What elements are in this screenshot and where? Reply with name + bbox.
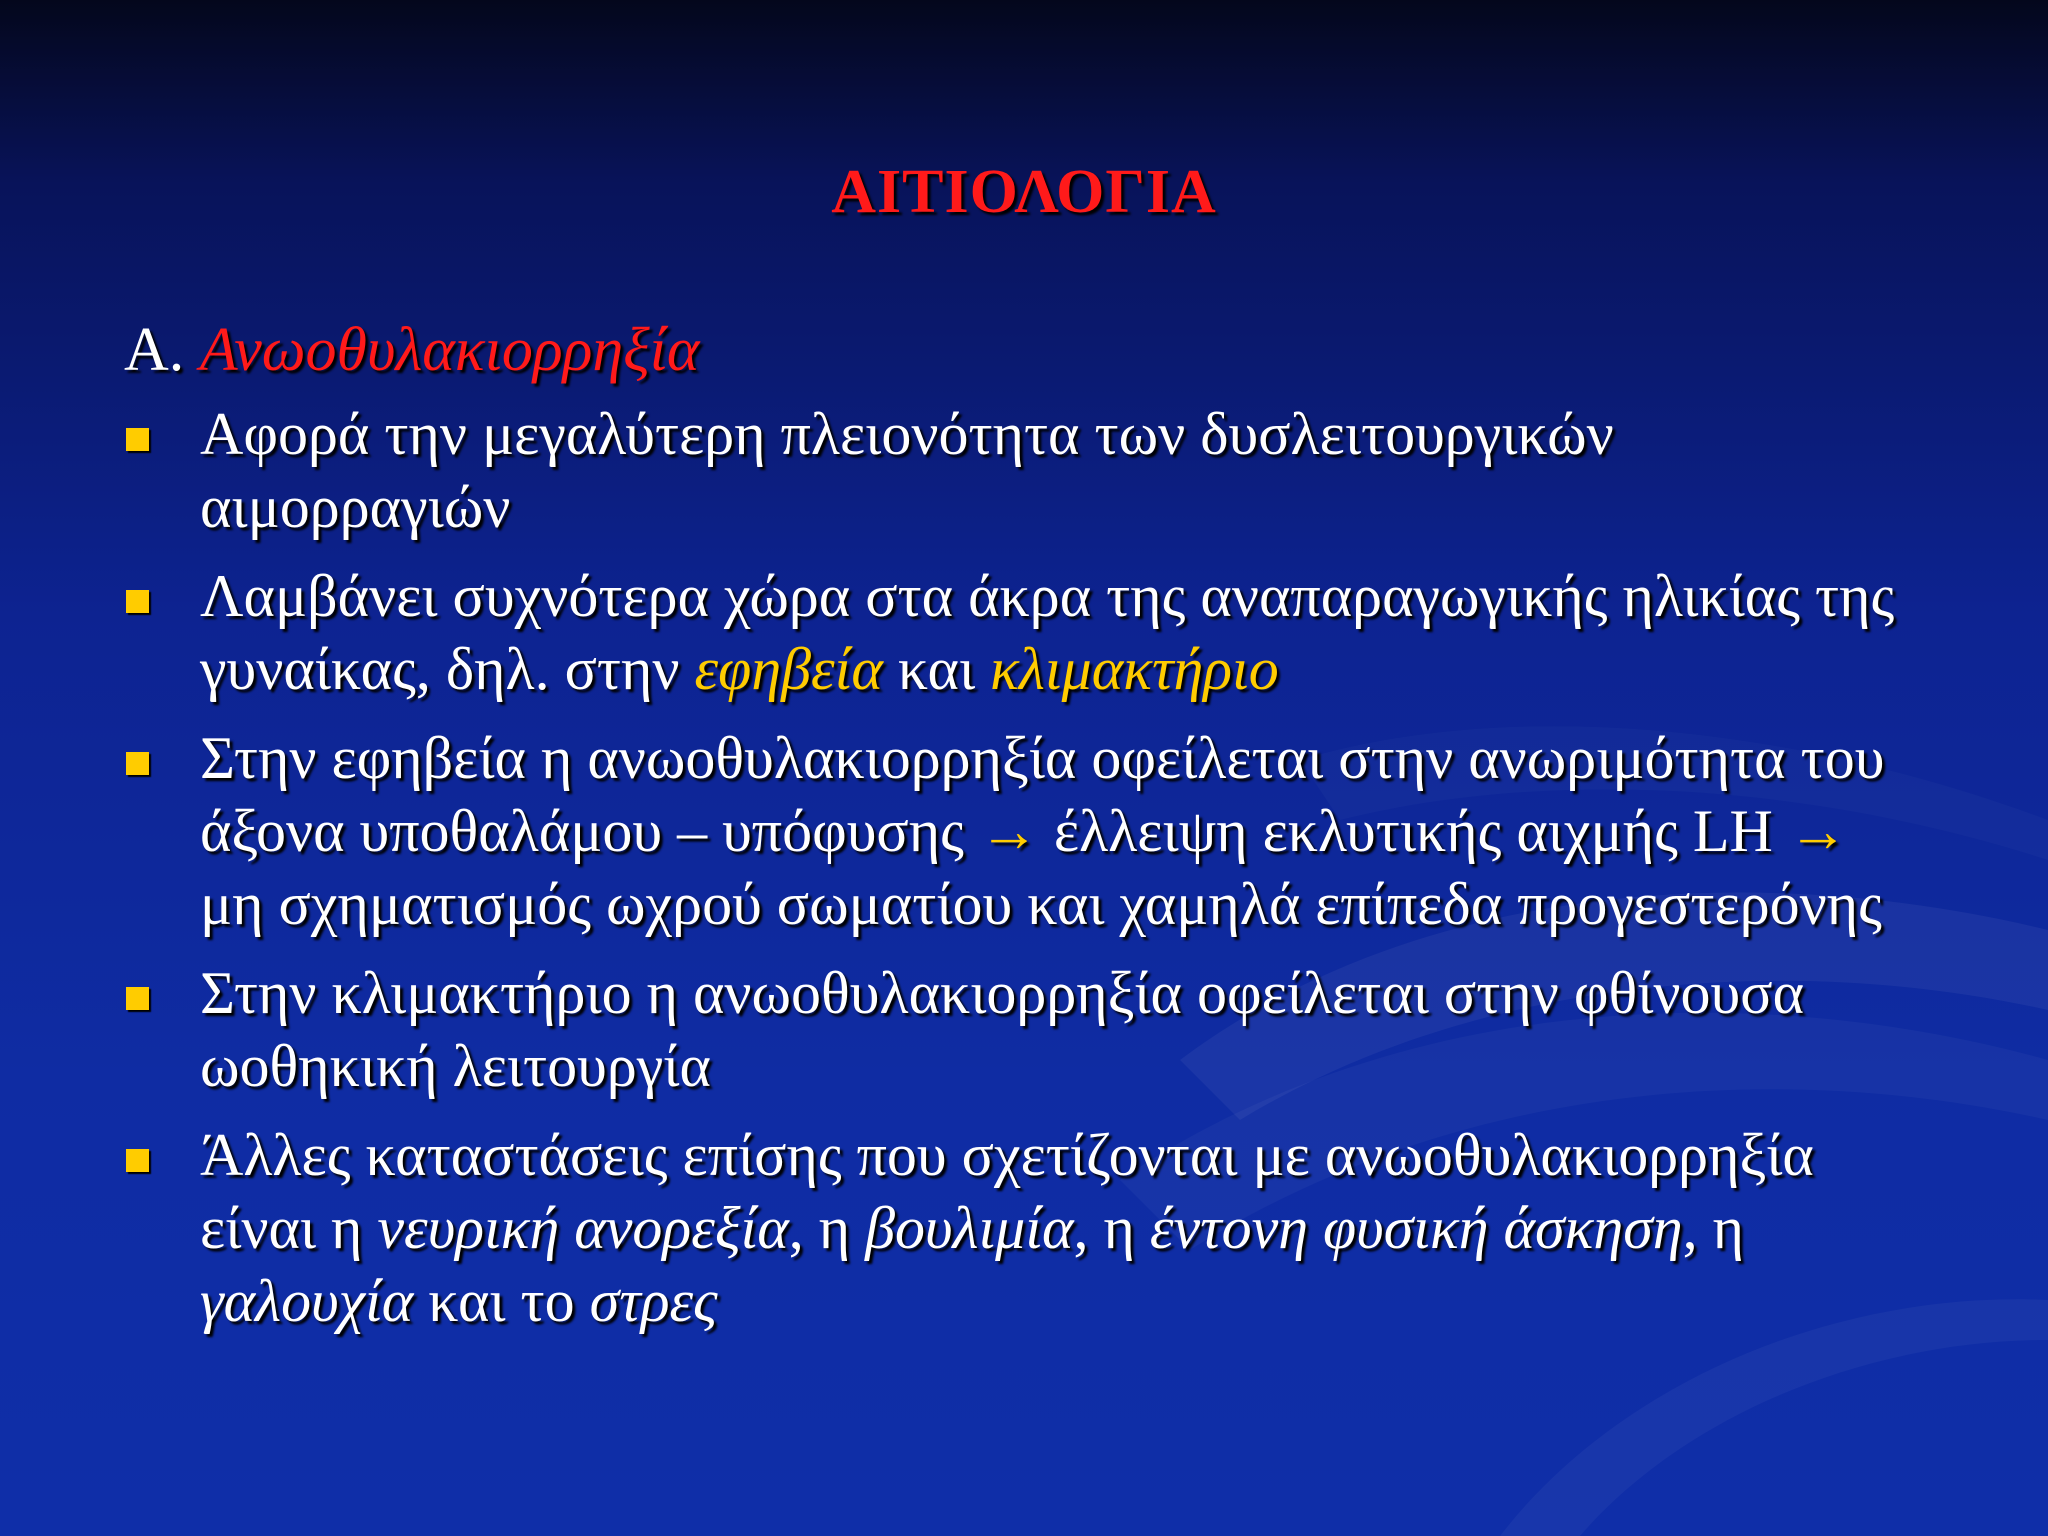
italic-term: βουλιμία bbox=[865, 1195, 1074, 1261]
arrow-icon: → bbox=[1787, 798, 1848, 864]
yellow-square-bullet-icon bbox=[126, 987, 149, 1010]
bullet-text: και το bbox=[413, 1268, 590, 1334]
bullet-text: Στην εφηβεία η ανωοθυλακιορρηξία οφείλεται στην ανωριμότητα του άξονα υποθαλάμου – υπόφυσης bbox=[200, 725, 1885, 864]
bullet-text: , η bbox=[1073, 1195, 1150, 1261]
bullet-item bbox=[124, 957, 1924, 1103]
bullet-text: έλλειψη εκλυτικής αιχμής LH bbox=[1038, 798, 1788, 864]
section-heading bbox=[124, 312, 699, 388]
bullet-text: και bbox=[882, 636, 991, 702]
bullet-text: Αφορά την μεγαλύτερη πλειονότητα των δυσλειτουργικών αιμορραγιών bbox=[200, 401, 1614, 540]
bullet-text: , η bbox=[788, 1195, 866, 1261]
italic-term: νευρική ανορεξία bbox=[377, 1195, 789, 1261]
yellow-square-bullet-icon bbox=[126, 1149, 149, 1172]
yellow-square-bullet-icon bbox=[126, 428, 149, 451]
highlight-term: κλιμακτήριο bbox=[990, 636, 1279, 702]
bullet-item bbox=[124, 1119, 1924, 1338]
yellow-square-bullet-icon bbox=[126, 752, 149, 775]
slide-title: ΑΙΤΙΟΛΟΓΙΑ bbox=[831, 158, 1217, 226]
italic-term: έντονη φυσική άσκηση bbox=[1149, 1195, 1683, 1261]
arrow-icon: → bbox=[978, 798, 1039, 864]
bullet-text: μη σχηματισμός ωχρού σωματίου και χαμηλά επίπεδα προγεστερόνης bbox=[200, 871, 1882, 937]
bullet-text: Λαμβάνει συχνότερα χώρα στα άκρα της αναπαραγωγικής ηλικίας της γυναίκας, δηλ. στην bbox=[200, 563, 1895, 702]
italic-term: γαλουχία bbox=[200, 1268, 414, 1334]
yellow-square-bullet-icon bbox=[126, 590, 149, 613]
section-prefix: Α. bbox=[124, 316, 200, 384]
bullet-text: Στην κλιμακτήριο η ανωοθυλακιορρηξία οφείλεται στην φθίνουσα ωοθηκική λειτουργία bbox=[200, 960, 1805, 1099]
bullet-item bbox=[124, 722, 1924, 941]
bullet-text: Άλλες καταστάσεις επίσης που σχετίζονται με ανωοθυλακιορρηξία είναι η bbox=[200, 1122, 1814, 1261]
bullet-list bbox=[124, 398, 1924, 1354]
section-term: Ανωοθυλακιορρηξία bbox=[199, 316, 700, 384]
bullet-item bbox=[124, 398, 1924, 544]
bullet-item bbox=[124, 560, 1924, 706]
highlight-term: εφηβεία bbox=[694, 636, 883, 702]
bullet-text: , η bbox=[1682, 1195, 1744, 1261]
italic-term: στρες bbox=[589, 1268, 718, 1334]
